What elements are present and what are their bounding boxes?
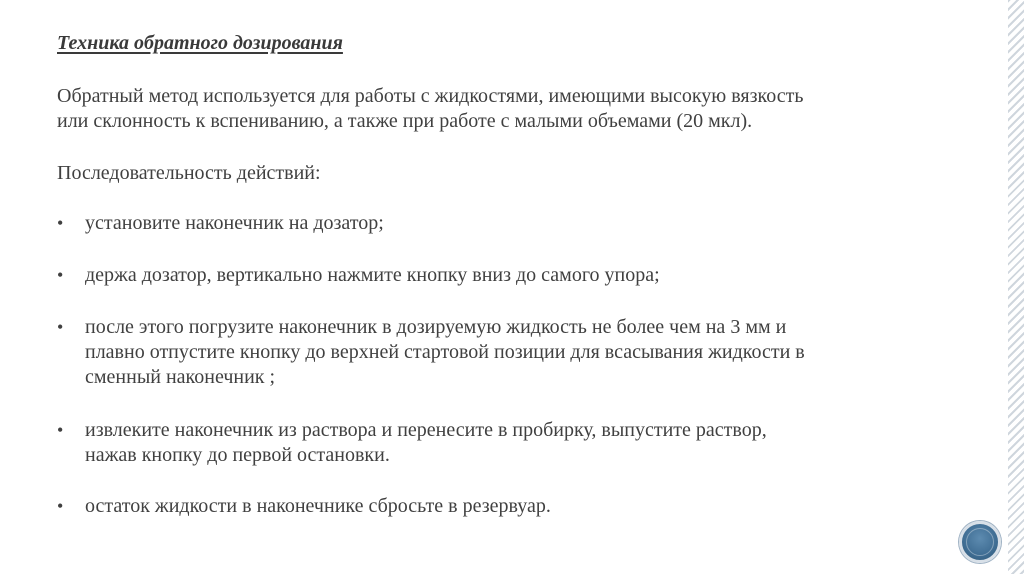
list-item-line: остаток жидкости в наконечнике сбросьте в резервуар. bbox=[85, 495, 551, 517]
list-item-line: держа дозатор, вертикально нажмите кнопку вниз до самого упора; bbox=[85, 264, 660, 286]
list-item-text bbox=[85, 494, 551, 519]
slide-title: Техника обратного дозирования bbox=[57, 32, 343, 54]
bullet-icon: • bbox=[57, 265, 64, 285]
list-item-line: извлеките наконечник из раствора и перенесите в пробирку, выпустите раствор, bbox=[85, 419, 767, 441]
list-item-line: установите наконечник на дозатор; bbox=[85, 212, 384, 234]
slide-nav-button[interactable] bbox=[959, 521, 1001, 563]
list-item-line: нажав кнопку до первой остановки. bbox=[85, 444, 390, 466]
list-item-line: после этого погрузите наконечник в дозируемую жидкость не более чем на 3 мм и bbox=[85, 316, 787, 338]
list-item-text bbox=[85, 211, 384, 236]
bullet-icon: • bbox=[57, 496, 64, 516]
bullet-icon: • bbox=[57, 420, 64, 440]
sequence-label: Последовательность действий: bbox=[57, 162, 321, 184]
decorative-stripe bbox=[1008, 0, 1024, 574]
circle-icon bbox=[966, 528, 994, 556]
intro-paragraph bbox=[57, 84, 957, 134]
list-item-line: плавно отпустите кнопку до верхней стартовой позиции для всасывания жидкости в bbox=[85, 341, 805, 363]
intro-line: или склонность к вспениванию, а также при работе с малыми объемами (20 мкл). bbox=[57, 110, 753, 132]
bullet-icon: • bbox=[57, 213, 64, 233]
list-item-line: сменный наконечник ; bbox=[85, 366, 276, 388]
list-item-text bbox=[85, 315, 805, 390]
list-item-text bbox=[85, 418, 767, 468]
list-item-text bbox=[85, 263, 660, 288]
intro-line: Обратный метод используется для работы с жидкостями, имеющими высокую вязкость bbox=[57, 85, 804, 107]
bullet-icon: • bbox=[57, 317, 64, 337]
